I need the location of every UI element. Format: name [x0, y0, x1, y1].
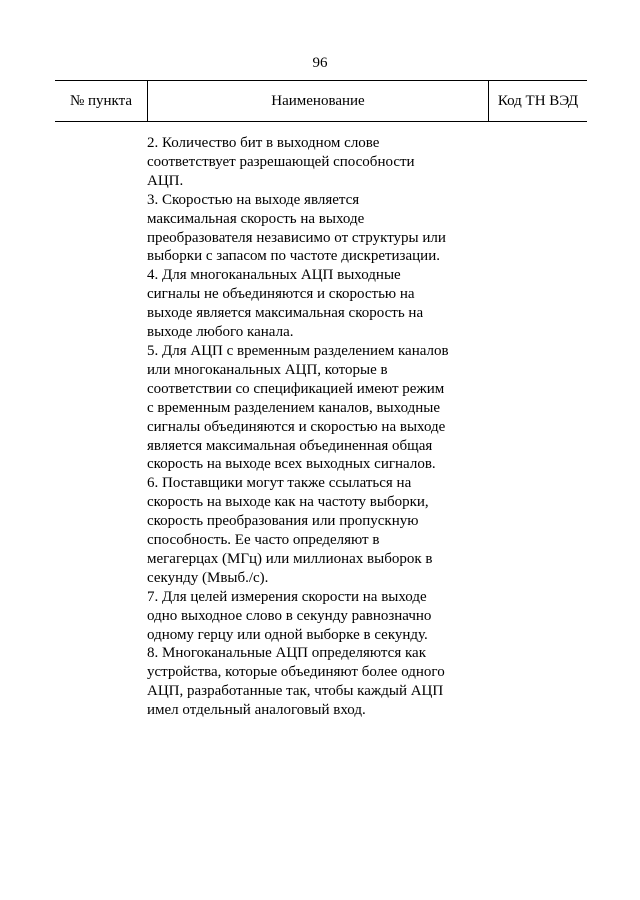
text-line: 2. Количество бит в выходном слове — [147, 135, 380, 151]
text-line: или многоканальных АЦП, которые в — [147, 361, 388, 378]
text-line: АЦП. — [147, 172, 184, 189]
note-paragraph — [147, 474, 487, 587]
text-line: скорость на выходе как на частоту выборки, — [147, 494, 429, 511]
note-paragraph — [147, 191, 487, 267]
text-line: преобразователя независимо от структуры или — [147, 229, 446, 246]
text-line: скорость на выходе всех выходных сигналов. — [147, 456, 436, 473]
notes-text — [147, 134, 487, 720]
text-line: 4. Для многоканальных АЦП выходные — [147, 267, 401, 284]
text-line: выходе любого канала. — [147, 324, 294, 341]
text-line: является максимальная объединенная общая — [147, 437, 433, 454]
text-line: сигналы объединяются и скоростью на выходе — [147, 418, 446, 435]
text-line: 5. Для АЦП с временным разделением каналов — [147, 342, 449, 359]
text-line: одному герцу или одной выборке в секунду. — [147, 626, 428, 643]
text-line: АЦП, разработанные так, чтобы каждый АЦП — [147, 683, 444, 700]
note-paragraph — [147, 644, 487, 720]
note-paragraph — [147, 266, 487, 342]
text-line: 7. Для целей измерения скорости на выходе — [147, 588, 427, 605]
note-paragraph — [147, 588, 487, 645]
note-paragraph — [147, 134, 487, 191]
text-line: устройства, которые объединяют более одного — [147, 664, 445, 681]
header-item-number: № пункта — [69, 92, 133, 109]
text-line: мегагерцах (МГц) или миллионах выборок в — [147, 550, 433, 567]
text-line: 3. Скоростью на выходе является — [147, 191, 360, 208]
text-line: выходе является максимальная скорость на — [147, 305, 424, 322]
header-name: Наименование — [147, 81, 489, 121]
note-paragraph — [147, 342, 487, 474]
text-line: 6. Поставщики могут также ссылаться на — [147, 475, 412, 492]
table-header — [55, 80, 587, 122]
header-tn-ved-code: Код ТН ВЭД — [497, 92, 579, 109]
text-line: имел отдельный аналоговый вход. — [147, 702, 366, 719]
page-number: 96 — [312, 55, 328, 71]
text-line: сигналы не объединяются и скоростью на — [147, 286, 415, 303]
text-line: выборки с запасом по частоте дискретизации. — [147, 248, 440, 265]
text-line: с временным разделением каналов, выходные — [147, 399, 441, 416]
text-line: секунду (Мвыб./с). — [147, 569, 269, 586]
text-line: соответствует разрешающей способности — [147, 153, 415, 170]
text-line: соответствии со спецификацией имеют режим — [147, 380, 445, 397]
text-line: максимальная скорость на выходе — [147, 210, 365, 227]
text-line: скорость преобразования или пропускную — [147, 513, 419, 530]
text-line: одно выходное слово в секунду равнозначно — [147, 607, 432, 624]
text-line: 8. Многоканальные АЦП определяются как — [147, 645, 426, 662]
text-line: способность. Ее часто определяют в — [147, 532, 380, 549]
